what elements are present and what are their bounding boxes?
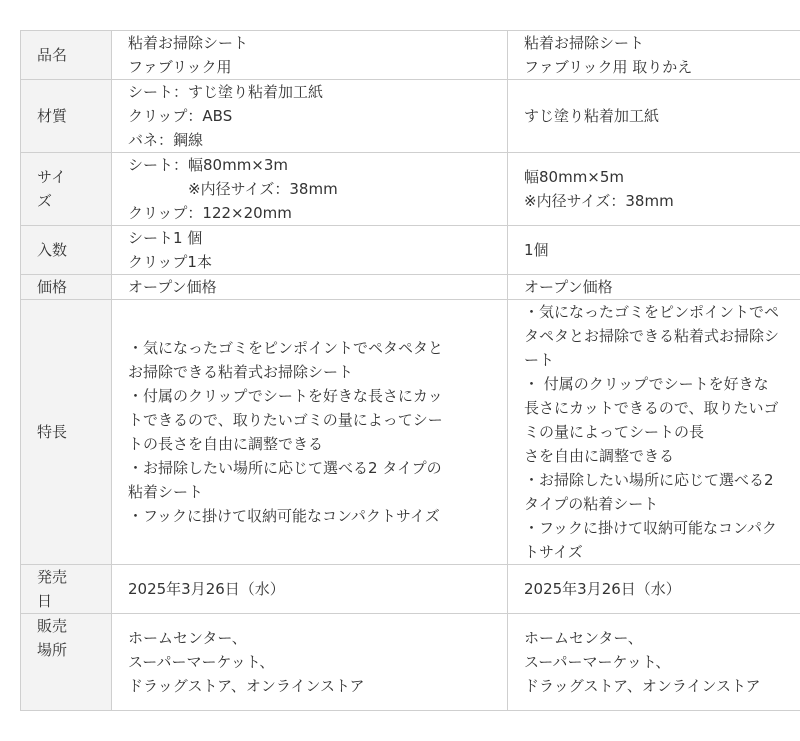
row-label: 特長 [21, 300, 112, 565]
table-row-sales-location [21, 614, 800, 711]
table-row-quantity [21, 226, 800, 275]
cell-main-product: シート1 個 クリップ1本 [112, 226, 508, 275]
cell-refill-product: 幅80mm×5m ※内径サイズ：38mm [508, 153, 800, 226]
cell-refill-product: ホームセンター、 スーパーマーケット、 ドラッグストア、オンラインストア [508, 614, 800, 711]
cell-refill-product: ・気になったゴミをピンポイントでペ タペタとお掃除できる粘着式お掃除シ ート ・ 付属のクリップでシートを好きな 長さにカットできるので、取りたいゴ ミの量によってシートの長 さを自由に調整できる ・お掃除したい場所に応じて選べる2 タイプの粘着シート ・フックに掛けて収納可能なコンパク トサイズ [508, 300, 800, 565]
row-label: 入数 [21, 226, 112, 275]
cell-refill-product: 2025年3月26日（水） [508, 565, 800, 614]
cell-main-product: 粘着お掃除シート ファブリック用 [112, 31, 508, 80]
table-row-features [21, 300, 800, 565]
cell-refill-product: すじ塗り粘着加工紙 [508, 80, 800, 153]
table-row-release-date [21, 565, 800, 614]
cell-main-product: 2025年3月26日（水） [112, 565, 508, 614]
table-row-material [21, 80, 800, 153]
cell-main-product: シート：幅80mm×3m ※内径サイズ：38mm クリップ：122×20mm [112, 153, 508, 226]
row-label: サイ ズ [21, 153, 112, 226]
row-label: 販売 場所 [21, 614, 112, 711]
cell-main-product: ホームセンター、 スーパーマーケット、 ドラッグストア、オンラインストア [112, 614, 508, 711]
cell-refill-product: 1個 [508, 226, 800, 275]
table-row-price [21, 275, 800, 300]
table-row-size [21, 153, 800, 226]
table-row-product-name [21, 31, 800, 80]
row-label: 価格 [21, 275, 112, 300]
cell-refill-product: オープン価格 [508, 275, 800, 300]
cell-refill-product: 粘着お掃除シート ファブリック用 取りかえ [508, 31, 800, 80]
row-label: 材質 [21, 80, 112, 153]
cell-main-product: オープン価格 [112, 275, 508, 300]
cell-main-product: ・気になったゴミをピンポイントでペタペタと お掃除できる粘着式お掃除シート ・付属のクリップでシートを好きな長さにカッ トできるので、取りたいゴミの量によってシー トの長さを自由に調整できる ・お掃除したい場所に応じて選べる2 タイプの 粘着シート ・フックに掛けて収納可能なコンパクトサイズ [112, 300, 508, 565]
row-label: 品名 [21, 31, 112, 80]
product-spec-table [20, 30, 800, 711]
cell-main-product: シート：すじ塗り粘着加工紙 クリップ：ABS バネ：鋼線 [112, 80, 508, 153]
row-label: 発売 日 [21, 565, 112, 614]
